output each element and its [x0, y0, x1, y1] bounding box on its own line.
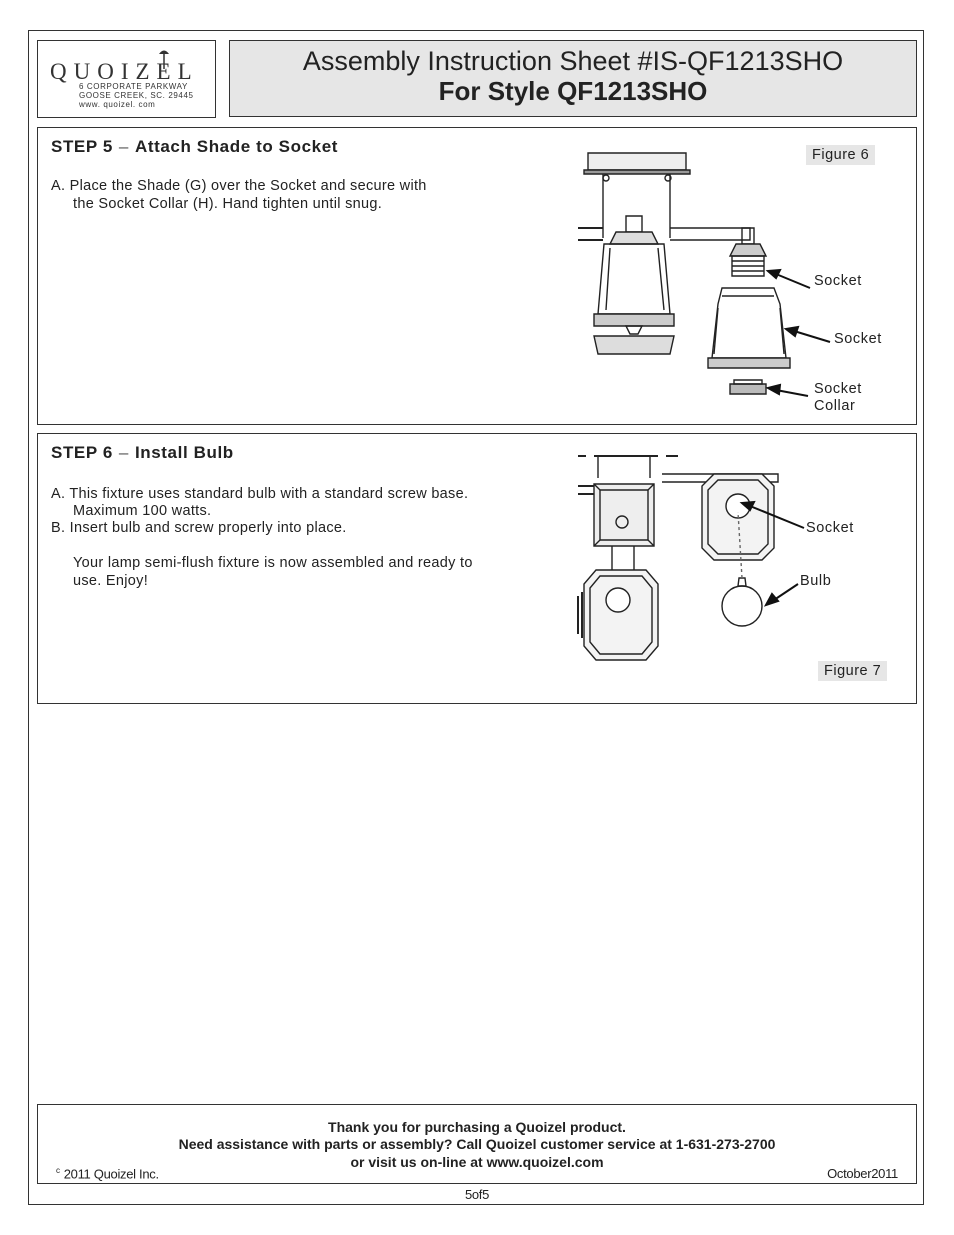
title-box	[229, 40, 917, 117]
step-6-instruction-b: B. Insert bulb and screw properly into place.	[51, 520, 347, 536]
copyright	[56, 1166, 159, 1181]
step-5-dash: –	[118, 137, 129, 156]
callout-collar-line-1: Socket	[814, 381, 862, 397]
copyright-text: 2011 Quoizel Inc.	[63, 1166, 159, 1182]
callout-socket-upper: Socket	[814, 273, 862, 289]
figure-6-illustration	[38, 128, 918, 426]
style-title: For Style QF1213SHO	[438, 76, 708, 106]
brand-website: www. quoizel. com	[79, 100, 156, 109]
step-6-label: STEP 6	[51, 443, 113, 462]
callout-socket-lower: Socket	[834, 331, 882, 347]
step-6-closing-1: Your lamp semi-flush fixture is now assembled and ready to	[73, 555, 473, 571]
callout-socket: Socket	[806, 520, 854, 536]
callout-collar-line-2: Collar	[814, 398, 856, 414]
step-6-closing-2: use. Enjoy!	[73, 573, 149, 589]
step-6-dash: –	[118, 443, 129, 462]
figure-7-label: Figure 7	[818, 661, 887, 681]
copyright-symbol: c	[56, 1166, 60, 1175]
brand-address	[79, 82, 194, 109]
step-6-instruction-a-1: A. This fixture uses standard bulb with a standard screw base.	[51, 486, 469, 502]
address-line-2: GOOSE CREEK, SC. 29445	[79, 91, 194, 100]
footer-visit: or visit us on-line at www.quoizel.com	[350, 1154, 604, 1170]
logo-box	[37, 40, 216, 118]
brand-name: QUOIZEL	[50, 59, 199, 84]
sheet-title: Assembly Instruction Sheet #IS-QF1213SHO	[302, 46, 844, 76]
callout-socket-collar	[814, 381, 862, 415]
step-6-section	[37, 433, 917, 704]
footer-box	[37, 1104, 917, 1184]
figure-6-label: Figure 6	[806, 145, 875, 165]
step-5-name: Attach Shade to Socket	[134, 137, 339, 156]
step-5-instruction-2: the Socket Collar (H). Hand tighten until snug.	[73, 196, 383, 212]
step-5-label: STEP 5	[51, 137, 113, 156]
footer-thanks: Thank you for purchasing a Quoizel product.	[328, 1119, 626, 1135]
step-5-instruction-1: A. Place the Shade (G) over the Socket and secure with	[51, 178, 427, 194]
footer-assistance: Need assistance with parts or assembly? Call Quoizel customer service at 1-631-273-2700	[178, 1136, 776, 1152]
figure-7-illustration	[38, 434, 918, 705]
callout-bulb: Bulb	[800, 573, 832, 589]
address-line-1: 6 CORPORATE PARKWAY	[79, 82, 188, 91]
step-5-section	[37, 127, 917, 425]
step-6-instruction-a-2: Maximum 100 watts.	[73, 503, 212, 519]
footer-date: October2011	[827, 1166, 898, 1181]
page-number: 5of5	[464, 1187, 490, 1202]
step-6-name: Install Bulb	[134, 443, 234, 462]
